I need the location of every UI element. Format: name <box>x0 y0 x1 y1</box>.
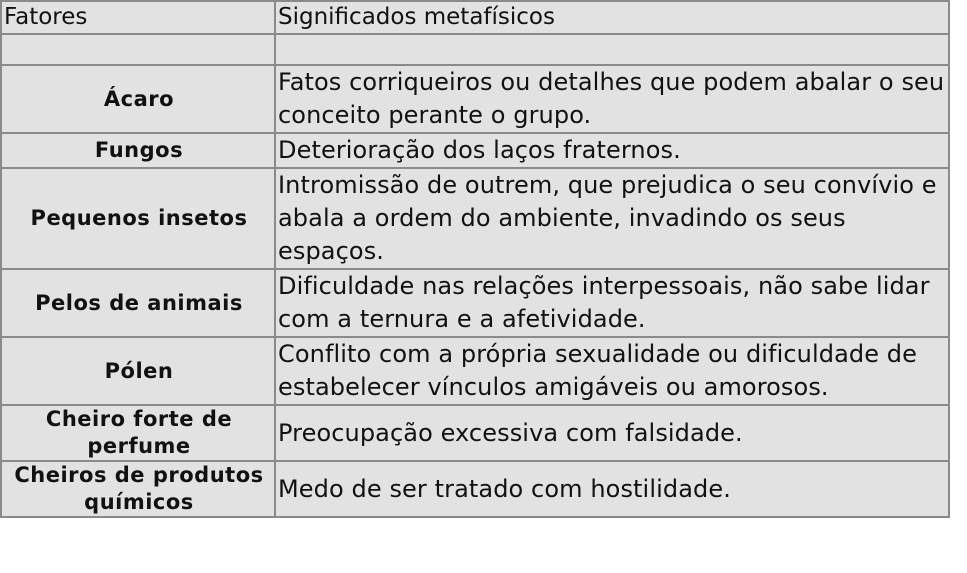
empty-row <box>1 34 949 65</box>
table-row <box>1 133 949 168</box>
header-factors: Fatores <box>1 1 275 34</box>
factor-cell: Pequenos insetos <box>1 168 275 269</box>
meaning-cell: Medo de ser tratado com hostilidade. <box>275 461 949 517</box>
empty-cell <box>275 34 949 65</box>
factor-cell: Pelos de animais <box>1 269 275 337</box>
meaning-cell: Fatos corriqueiros ou detalhes que podem abalar o seu conceito perante o grupo. <box>275 65 949 133</box>
table-header-row <box>1 1 949 34</box>
meaning-cell: Preocupação excessiva com falsidade. <box>275 405 949 461</box>
factor-cell: Cheiro forte de perfume <box>1 405 275 461</box>
table-row <box>1 168 949 269</box>
table-row <box>1 65 949 133</box>
meaning-cell: Deterioração dos laços fraternos. <box>275 133 949 168</box>
meaning-cell: Conflito com a própria sexualidade ou dificuldade de estabelecer vínculos amigáveis ou amorosos. <box>275 337 949 405</box>
table-row <box>1 269 949 337</box>
table-row <box>1 461 949 517</box>
factor-cell: Fungos <box>1 133 275 168</box>
empty-cell <box>1 34 275 65</box>
table-row <box>1 337 949 405</box>
table-row <box>1 405 949 461</box>
factor-cell: Cheiros de produtos químicos <box>1 461 275 517</box>
meaning-cell: Dificuldade nas relações interpessoais, não sabe lidar com a ternura e a afetividade. <box>275 269 949 337</box>
meaning-cell: Intromissão de outrem, que prejudica o seu convívio e abala a ordem do ambiente, invadindo os seus espaços. <box>275 168 949 269</box>
factor-cell: Ácaro <box>1 65 275 133</box>
header-meanings: Significados metafísicos <box>275 1 949 34</box>
factor-cell: Pólen <box>1 337 275 405</box>
